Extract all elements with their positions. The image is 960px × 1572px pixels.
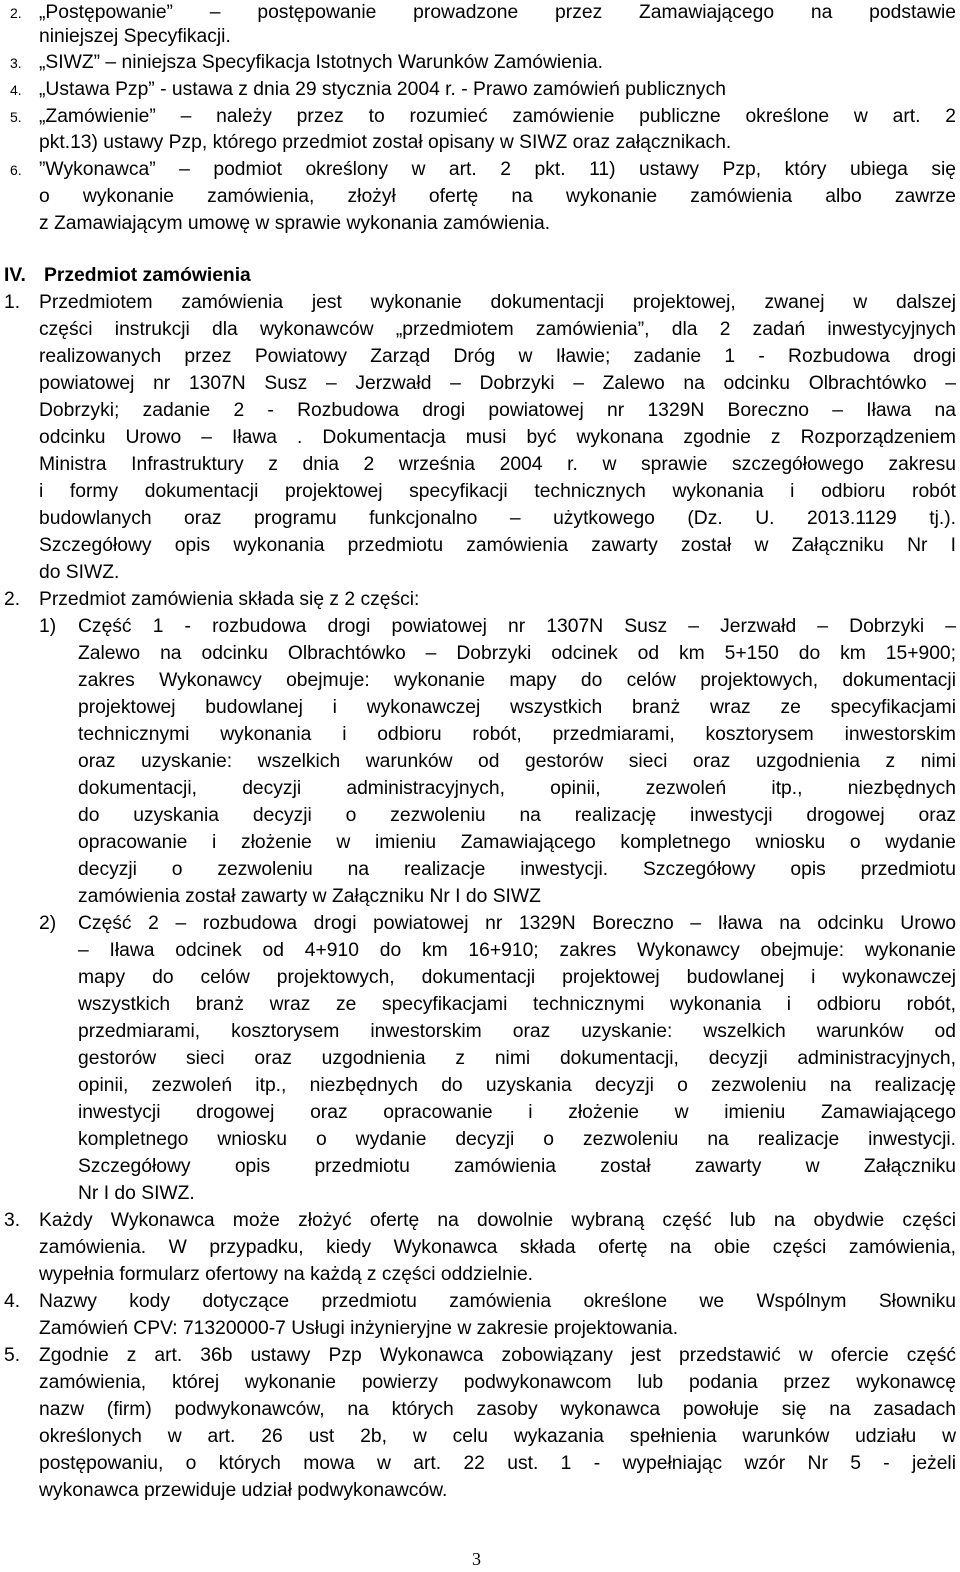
item-line: postępowaniu, o których mowa w art. 22 ust. 1 - wypełniając wzór Nr 5 - jeżeli — [39, 1453, 956, 1474]
item-line: Nazwy kody dotyczące przedmiotu zamówienia określone we Wspólnym Słowniku — [39, 1291, 956, 1312]
item-line: określonych w art. 26 ust 2b, w celu wykazania spełnienia warunków udziału w — [39, 1426, 956, 1447]
definition-line: niniejszej Specyfikacji. — [39, 26, 231, 47]
item-line: Każdy Wykonawca może złożyć ofertę na dowolnie wybraną część lub na obydwie części — [39, 1210, 956, 1231]
item-line: budowlanych oraz programu funkcjonalno – użytkowego (Dz. U. 2013.1129 tj.). — [39, 508, 956, 529]
item-line: i formy dokumentacji projektowej specyfikacji technicznych wykonania i odbioru robót — [39, 481, 956, 502]
item-line: Szczegółowy opis wykonania przedmiotu zamówienia zawarty został w Załączniku Nr I — [39, 535, 956, 556]
definition-line: „Zamówienie” – należy przez to rozumieć zamówienie publiczne określone w art. 2 — [39, 106, 956, 127]
subitem-line: Nr I do SIWZ. — [78, 1183, 195, 1204]
subitem-line: oraz uzyskanie: wszelkich warunków od gestorów sieci oraz uzgodnienia z nimi — [78, 751, 956, 772]
section-heading-title: Przedmiot zamówienia — [44, 265, 251, 286]
subitem-line: zakres Wykonawcy obejmuje: wykonanie mapy do celów projektowych, dokumentacji — [78, 670, 956, 691]
item-number: 5. — [4, 1345, 21, 1366]
definition-line: „SIWZ” – niniejsza Specyfikacja Istotnych Warunków Zamówienia. — [39, 52, 603, 73]
subitem-line: – Iława odcinek od 4+910 do km 16+910; zakres Wykonawcy obejmuje: wykonanie — [78, 940, 956, 961]
item-line: Dobrzyki; zadanie 2 - Rozbudowa drogi powiatowej nr 1329N Boreczno – Iława na — [39, 400, 956, 421]
item-line: Przedmiotem zamówienia jest wykonanie dokumentacji projektowej, zwanej w dalszej — [39, 292, 956, 313]
page-number: 3 — [472, 1549, 481, 1569]
item-line: Przedmiot zamówienia składa się z 2 części: — [39, 589, 420, 610]
section-heading-number: IV. — [4, 265, 26, 286]
item-line: nazw (firm) podwykonawców, na których zasoby wykonawca powołuje się na zasadach — [39, 1399, 956, 1420]
item-line: wypełnia formularz ofertowy na każdą z części oddzielnie. — [39, 1264, 534, 1285]
subitem-number: 1) — [39, 616, 57, 637]
definition-line: o wykonanie zamówienia, złożył ofertę na wykonanie zamówienia albo zawrze — [39, 186, 956, 207]
subitem-line: Szczegółowy opis przedmiotu zamówienia został zawarty w Załączniku — [78, 1156, 956, 1177]
subitem-line: do uzyskania decyzji o zezwoleniu na realizację inwestycji drogowej oraz — [78, 805, 956, 826]
item-number: 1. — [4, 292, 21, 313]
subitem-line: kompletnego wniosku o wydanie decyzji o zezwoleniu na realizacje inwestycji. — [78, 1129, 956, 1150]
subitem-line: dokumentacji, decyzji administracyjnych, opinii, zezwoleń itp., niezbędnych — [78, 778, 956, 799]
item-line: wykonawca przewiduje udział podwykonawców. — [39, 1480, 448, 1501]
definition-line: z Zamawiającym umowę w sprawie wykonania zamówienia. — [39, 213, 551, 234]
item-line: realizowanych przez Powiatowy Zarząd Dróg w Iławie; zadanie 1 - Rozbudowa drogi — [39, 346, 956, 367]
item-line: powiatowej nr 1307N Susz – Jerzwałd – Dobrzyki – Zalewo na odcinku Olbrachtówko – — [39, 373, 956, 394]
definition-line: pkt.13) ustawy Pzp, którego przedmiot został opisany w SIWZ oraz załącznikach. — [39, 132, 732, 153]
item-number: 4. — [4, 1291, 21, 1312]
definition-number: 4. — [10, 82, 22, 98]
item-number: 3. — [4, 1210, 21, 1231]
definition-number: 3. — [10, 55, 22, 71]
item-line: Zgodnie z art. 36b ustawy Pzp Wykonawca zobowiązany jest przedstawić w ofercie część — [39, 1345, 956, 1366]
subitem-line: Zalewo na odcinku Olbrachtówko – Dobrzyki odcinek od km 5+150 do km 15+900; — [78, 643, 956, 664]
definition-line: ”Wykonawca” – podmiot określony w art. 2 pkt. 11) ustawy Pzp, który ubiega się — [39, 159, 956, 180]
subitem-line: Część 1 - rozbudowa drogi powiatowej nr 1307N Susz – Jerzwałd – Dobrzyki – — [78, 616, 956, 637]
definition-number: 6. — [10, 162, 22, 178]
definition-number: 5. — [10, 109, 22, 125]
item-number: 2. — [4, 589, 21, 610]
subitem-line: opracowanie i złożenie w imieniu Zamawiającego kompletnego wniosku o wydanie — [78, 832, 956, 853]
item-line: do SIWZ. — [39, 562, 120, 583]
subitem-number: 2) — [39, 913, 57, 934]
item-line: odcinku Urowo – Iława . Dokumentacja musi być wykonana zgodnie z Rozporządzeniem — [39, 427, 956, 448]
subitem-line: zamówienia został zawarty w Załączniku Nr I do SIWZ — [78, 886, 541, 907]
subitem-line: projektowej budowlanej i wykonawczej wszystkich branż wraz ze specyfikacjami — [78, 697, 956, 718]
subitem-line: wszystkich branż wraz ze specyfikacjami technicznymi wykonania i odbioru robót, — [78, 994, 956, 1015]
subitem-line: gestorów sieci oraz uzgodnienia z nimi dokumentacji, decyzji administracyjnych, — [78, 1048, 956, 1069]
item-line: Ministra Infrastruktury z dnia 2 września 2004 r. w sprawie szczegółowego zakresu — [39, 454, 956, 475]
definition-line: „Ustawa Pzp” - ustawa z dnia 29 stycznia 2004 r. - Prawo zamówień publicznych — [39, 79, 726, 100]
subitem-line: technicznymi wykonania i odbioru robót, przedmiarami, kosztorysem inwestorskim — [78, 724, 956, 745]
subitem-line: opinii, zezwoleń itp., niezbędnych do uzyskania decyzji o zezwoleniu na realizację — [78, 1075, 956, 1096]
subitem-line: mapy do celów projektowych, dokumentacji projektowej budowlanej i wykonawczej — [78, 967, 956, 988]
item-line: Zamówień CPV: 71320000-7 Usługi inżynieryjne w zakresie projektowania. — [39, 1318, 679, 1339]
subitem-line: decyzji o zezwoleniu na realizacje inwestycji. Szczegółowy opis przedmiotu — [78, 859, 956, 880]
item-line: zamówienia. W przypadku, kiedy Wykonawca składa ofertę na obie części zamówienia, — [39, 1237, 956, 1258]
subitem-line: inwestycji drogowej oraz opracowanie i złożenie w imieniu Zamawiającego — [78, 1102, 956, 1123]
definition-line: „Postępowanie” – postępowanie prowadzone przez Zamawiającego na podstawie — [39, 2, 956, 23]
definition-number: 2. — [10, 5, 22, 21]
subitem-line: przedmiarami, kosztorysem inwestorskim oraz uzyskanie: wszelkich warunków od — [78, 1021, 956, 1042]
item-line: zamówienia, której wykonanie powierzy podwykonawcom lub podania przez wykonawcę — [39, 1372, 956, 1393]
item-line: części instrukcji dla wykonawców „przedmiotem zamówienia”, dla 2 zadań inwestycyjnych — [39, 319, 956, 340]
subitem-line: Część 2 – rozbudowa drogi powiatowej nr 1329N Boreczno – Iława na odcinku Urowo — [78, 913, 956, 934]
